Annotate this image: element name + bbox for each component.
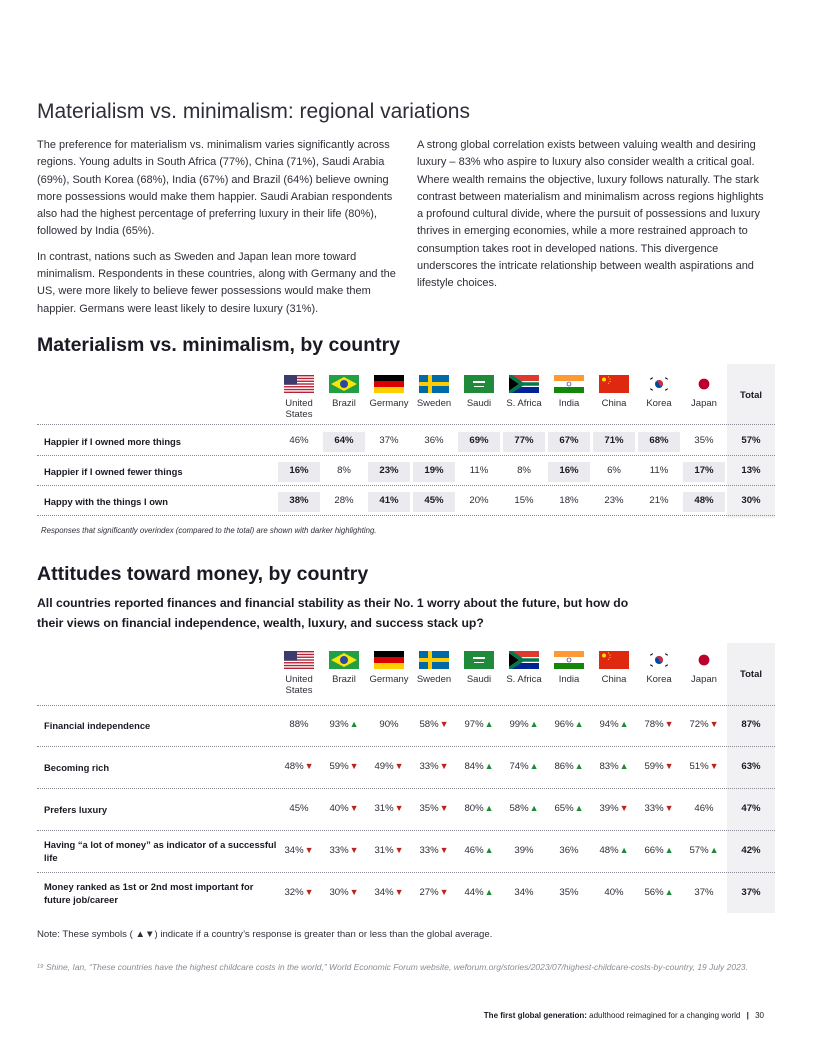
us-flag-icon bbox=[284, 651, 314, 669]
country-name: Germany bbox=[369, 398, 409, 409]
value-text: 97% bbox=[464, 719, 484, 730]
value-cell bbox=[502, 719, 546, 730]
value-text: 80% bbox=[464, 803, 484, 814]
value-text: 34% bbox=[374, 887, 394, 898]
value-cell: 21% bbox=[649, 495, 669, 506]
intro-left-column bbox=[37, 137, 409, 326]
value-cell bbox=[547, 845, 591, 856]
total-cell: 37% bbox=[741, 887, 761, 898]
arrow-down-icon: ▼ bbox=[439, 803, 449, 813]
value-cell: 8% bbox=[517, 465, 531, 476]
value-text: 99% bbox=[509, 719, 529, 730]
value-cell: 38% bbox=[289, 495, 309, 506]
value-cell: 18% bbox=[559, 495, 579, 506]
arrow-up-icon: ▲ bbox=[349, 719, 359, 729]
value-text: 46% bbox=[464, 845, 484, 856]
value-cell bbox=[412, 845, 456, 856]
value-text: 35% bbox=[559, 887, 579, 898]
arrow-up-icon: ▲ bbox=[529, 803, 539, 813]
brazil-flag-icon bbox=[329, 651, 359, 669]
country-name: Sweden bbox=[416, 674, 452, 685]
value-text: 33% bbox=[419, 761, 439, 772]
value-text: 34% bbox=[284, 845, 304, 856]
value-cell: 17% bbox=[694, 465, 714, 476]
value-cell: 36% bbox=[424, 435, 444, 446]
value-cell: 67% bbox=[559, 435, 579, 446]
value-cell bbox=[322, 887, 366, 898]
row-label: Money ranked as 1st or 2nd most important for future job/career bbox=[44, 881, 254, 905]
sweden-flag-icon bbox=[419, 651, 449, 669]
row-label: Becoming rich bbox=[44, 762, 110, 773]
arrow-up-icon: ▲ bbox=[484, 761, 494, 771]
arrow-down-icon: ▼ bbox=[439, 719, 449, 729]
india-flag-icon bbox=[554, 651, 584, 669]
country-name: Sweden bbox=[416, 398, 452, 409]
japan-flag-icon bbox=[689, 375, 719, 393]
row-label: Happier if I owned more things bbox=[44, 436, 181, 447]
value-text: 86% bbox=[554, 761, 574, 772]
value-cell bbox=[502, 887, 546, 898]
total-cell: 57% bbox=[741, 435, 761, 446]
value-cell bbox=[592, 719, 636, 730]
value-cell bbox=[637, 761, 681, 772]
arrow-up-icon: ▲ bbox=[664, 887, 674, 897]
value-cell bbox=[637, 845, 681, 856]
value-cell bbox=[682, 803, 726, 814]
row-divider bbox=[37, 455, 775, 456]
arrow-down-icon: ▼ bbox=[439, 845, 449, 855]
value-cell: 16% bbox=[289, 465, 309, 476]
arrow-up-icon: ▲ bbox=[484, 803, 494, 813]
value-text: 30% bbox=[329, 887, 349, 898]
value-text: 51% bbox=[689, 761, 709, 772]
value-text: 59% bbox=[329, 761, 349, 772]
value-cell: 46% bbox=[289, 435, 309, 446]
value-text: 49% bbox=[374, 761, 394, 772]
arrow-down-icon: ▼ bbox=[349, 887, 359, 897]
value-cell bbox=[502, 803, 546, 814]
value-text: 33% bbox=[644, 803, 664, 814]
total-header: Total bbox=[740, 669, 762, 680]
value-cell bbox=[592, 761, 636, 772]
value-cell bbox=[277, 803, 321, 814]
table2-title: Attitudes toward money, by country bbox=[37, 563, 369, 585]
value-text: 31% bbox=[374, 803, 394, 814]
page-title: Materialism vs. minimalism: regional variations bbox=[37, 100, 470, 123]
value-text: 36% bbox=[559, 845, 579, 856]
value-text: 48% bbox=[284, 761, 304, 772]
value-cell bbox=[457, 803, 501, 814]
value-cell: 69% bbox=[469, 435, 489, 446]
value-text: 66% bbox=[644, 845, 664, 856]
row-label: Prefers luxury bbox=[44, 804, 108, 815]
value-text: 58% bbox=[419, 719, 439, 730]
arrow-up-icon: ▲ bbox=[619, 845, 629, 855]
country-name: United States bbox=[285, 398, 313, 420]
arrow-up-icon: ▲ bbox=[664, 845, 674, 855]
value-cell bbox=[592, 887, 636, 898]
country-name: India bbox=[558, 398, 580, 409]
china-flag-icon bbox=[599, 375, 629, 393]
arrow-down-icon: ▼ bbox=[664, 719, 674, 729]
arrow-up-icon: ▲ bbox=[574, 761, 584, 771]
value-text: 32% bbox=[284, 887, 304, 898]
country-name: S. Africa bbox=[506, 674, 542, 685]
country-name: Brazil bbox=[332, 398, 356, 409]
value-cell bbox=[637, 719, 681, 730]
country-name: S. Africa bbox=[506, 398, 542, 409]
value-text: 74% bbox=[509, 761, 529, 772]
row-divider bbox=[37, 746, 775, 747]
arrow-down-icon: ▼ bbox=[349, 761, 359, 771]
value-cell: 11% bbox=[649, 465, 669, 476]
table-divider bbox=[37, 424, 775, 425]
value-cell bbox=[547, 887, 591, 898]
country-name: Saudi bbox=[466, 398, 492, 409]
value-text: 58% bbox=[509, 803, 529, 814]
intro-paragraph: The preference for materialism vs. minimalism varies significantly across regions. Young adults in South Africa (77%), China (71%), Saudi Arabia (69%), South Korea (68%), India (67%) and Brazil (64%) believe owning more possessions would make them happier. Saudi Arabian respondents also had the highest percentage of preferring luxury in their life (80%), followed by India (65%). bbox=[37, 139, 393, 238]
arrow-down-icon: ▼ bbox=[664, 803, 674, 813]
country-name: United States bbox=[285, 674, 313, 696]
arrow-down-icon: ▼ bbox=[394, 761, 404, 771]
value-cell bbox=[592, 845, 636, 856]
value-cell bbox=[412, 761, 456, 772]
japan-flag-icon bbox=[689, 651, 719, 669]
arrow-down-icon: ▼ bbox=[709, 719, 719, 729]
arrow-down-icon: ▼ bbox=[394, 803, 404, 813]
country-name: China bbox=[601, 398, 627, 409]
value-cell bbox=[412, 803, 456, 814]
arrow-down-icon: ▼ bbox=[664, 761, 674, 771]
total-header: Total bbox=[740, 390, 762, 401]
value-cell bbox=[682, 845, 726, 856]
value-text: 33% bbox=[419, 845, 439, 856]
arrow-up-icon: ▲ bbox=[574, 719, 584, 729]
value-cell: 71% bbox=[604, 435, 624, 446]
value-text: 39% bbox=[599, 803, 619, 814]
value-cell bbox=[502, 845, 546, 856]
row-divider bbox=[37, 788, 775, 789]
brazil-flag-icon bbox=[329, 375, 359, 393]
value-text: 93% bbox=[329, 719, 349, 730]
total-cell: 63% bbox=[741, 761, 761, 772]
intro-paragraph: In contrast, nations such as Sweden and Japan lean more toward minimalism. Respondents in these countries, along with Germany and the US, were more likely to believe fewer possessions would make them happier. Germans were least likely to desire luxury (31%). bbox=[37, 250, 396, 315]
value-text: 35% bbox=[419, 803, 439, 814]
arrow-down-icon: ▼ bbox=[619, 803, 629, 813]
row-divider bbox=[37, 515, 775, 516]
value-cell bbox=[367, 719, 411, 730]
country-name: Korea bbox=[646, 398, 672, 409]
arrow-down-icon: ▼ bbox=[439, 761, 449, 771]
total-cell: 42% bbox=[741, 845, 761, 856]
arrow-up-icon: ▲ bbox=[574, 803, 584, 813]
value-text: 88% bbox=[289, 719, 309, 730]
row-label: Happy with the things I own bbox=[44, 496, 168, 507]
page-footer bbox=[484, 1011, 764, 1020]
arrow-up-icon: ▲ bbox=[484, 887, 494, 897]
india-flag-icon bbox=[554, 375, 584, 393]
value-cell bbox=[277, 887, 321, 898]
intro-right-column bbox=[417, 137, 769, 301]
value-text: 59% bbox=[644, 761, 664, 772]
value-cell bbox=[322, 761, 366, 772]
value-cell: 77% bbox=[514, 435, 534, 446]
value-cell bbox=[367, 803, 411, 814]
table1-note: Responses that significantly overindex (compared to the total) are shown with darker highlighting. bbox=[41, 526, 377, 535]
row-divider bbox=[37, 485, 775, 486]
value-cell: 48% bbox=[694, 495, 714, 506]
value-text: 44% bbox=[464, 887, 484, 898]
us-flag-icon bbox=[284, 375, 314, 393]
value-text: 65% bbox=[554, 803, 574, 814]
footer-subtitle: adulthood reimagined for a changing world bbox=[589, 1011, 741, 1020]
value-cell bbox=[412, 719, 456, 730]
value-cell bbox=[682, 887, 726, 898]
arrow-up-icon: ▲ bbox=[529, 761, 539, 771]
value-cell bbox=[637, 887, 681, 898]
value-text: 39% bbox=[514, 845, 534, 856]
value-cell bbox=[457, 761, 501, 772]
value-text: 94% bbox=[599, 719, 619, 730]
value-cell bbox=[322, 803, 366, 814]
value-cell: 37% bbox=[379, 435, 399, 446]
value-cell bbox=[457, 845, 501, 856]
value-cell bbox=[457, 887, 501, 898]
arrow-down-icon: ▼ bbox=[709, 761, 719, 771]
arrow-down-icon: ▼ bbox=[349, 845, 359, 855]
value-text: 46% bbox=[694, 803, 714, 814]
arrow-up-icon: ▲ bbox=[529, 719, 539, 729]
germany-flag-icon bbox=[374, 651, 404, 669]
value-cell bbox=[277, 845, 321, 856]
value-text: 96% bbox=[554, 719, 574, 730]
row-divider bbox=[37, 830, 775, 831]
value-cell: 19% bbox=[424, 465, 444, 476]
country-name: Saudi bbox=[466, 674, 492, 685]
page-number: 30 bbox=[755, 1011, 764, 1020]
country-name: Germany bbox=[369, 674, 409, 685]
arrow-down-icon: ▼ bbox=[349, 803, 359, 813]
footer-title: The first global generation: bbox=[483, 1011, 587, 1020]
value-cell bbox=[547, 803, 591, 814]
value-cell bbox=[502, 761, 546, 772]
value-cell: 41% bbox=[379, 495, 399, 506]
value-cell bbox=[547, 719, 591, 730]
korea-flag-icon bbox=[644, 651, 674, 669]
row-divider bbox=[37, 872, 775, 873]
value-text: 84% bbox=[464, 761, 484, 772]
value-text: 33% bbox=[329, 845, 349, 856]
value-cell bbox=[412, 887, 456, 898]
arrow-down-icon: ▼ bbox=[304, 845, 314, 855]
value-text: 34% bbox=[514, 887, 534, 898]
value-cell bbox=[457, 719, 501, 730]
value-text: 27% bbox=[419, 887, 439, 898]
value-cell bbox=[367, 845, 411, 856]
value-text: 40% bbox=[329, 803, 349, 814]
value-cell bbox=[592, 803, 636, 814]
value-text: 45% bbox=[289, 803, 309, 814]
value-text: 31% bbox=[374, 845, 394, 856]
value-text: 48% bbox=[599, 845, 619, 856]
value-cell bbox=[682, 719, 726, 730]
value-cell bbox=[367, 761, 411, 772]
total-cell: 13% bbox=[741, 465, 761, 476]
value-cell bbox=[277, 719, 321, 730]
value-text: 83% bbox=[599, 761, 619, 772]
value-cell: 16% bbox=[559, 465, 579, 476]
country-name: Japan bbox=[691, 674, 717, 685]
value-text: 56% bbox=[644, 887, 664, 898]
value-text: 72% bbox=[689, 719, 709, 730]
arrow-up-icon: ▲ bbox=[709, 845, 719, 855]
value-cell bbox=[367, 887, 411, 898]
value-cell bbox=[547, 761, 591, 772]
total-cell: 47% bbox=[741, 803, 761, 814]
footer-separator: | bbox=[746, 1011, 749, 1020]
value-cell bbox=[322, 845, 366, 856]
table1-title: Materialism vs. minimalism, by country bbox=[37, 334, 401, 356]
footnote: ¹⁹ Shine, Ian, “These countries have the highest childcare costs in the world,” World Economic Forum website, weforum.org/stories/2023/07/highest-childcare-costs-by-country, 19 July 2023. bbox=[37, 962, 748, 972]
arrow-down-icon: ▼ bbox=[304, 761, 314, 771]
total-cell: 87% bbox=[741, 719, 761, 730]
germany-flag-icon bbox=[374, 375, 404, 393]
value-cell bbox=[277, 761, 321, 772]
saudi-flag-icon bbox=[464, 375, 494, 393]
value-text: 90% bbox=[379, 719, 399, 730]
value-cell: 28% bbox=[334, 495, 354, 506]
arrow-down-icon: ▼ bbox=[439, 887, 449, 897]
country-name: Brazil bbox=[332, 674, 356, 685]
country-name: India bbox=[558, 674, 580, 685]
value-text: 40% bbox=[604, 887, 624, 898]
value-cell: 64% bbox=[334, 435, 354, 446]
value-text: 57% bbox=[689, 845, 709, 856]
value-cell: 11% bbox=[469, 465, 489, 476]
table2-subtitle: All countries reported finances and financial stability as their No. 1 worry about the future, but how do their views on financial independence, wealth, luxury, and success stack up? bbox=[37, 596, 629, 630]
arrow-down-icon: ▼ bbox=[394, 887, 404, 897]
row-label: Financial independence bbox=[44, 720, 151, 731]
country-name: Korea bbox=[646, 674, 672, 685]
south-africa-flag-icon bbox=[509, 651, 539, 669]
arrow-down-icon: ▼ bbox=[394, 845, 404, 855]
value-cell: 23% bbox=[604, 495, 624, 506]
korea-flag-icon bbox=[644, 375, 674, 393]
arrow-up-icon: ▲ bbox=[619, 761, 629, 771]
value-cell: 45% bbox=[424, 495, 444, 506]
arrow-up-icon: ▲ bbox=[484, 719, 494, 729]
value-cell: 8% bbox=[337, 465, 351, 476]
value-cell bbox=[682, 761, 726, 772]
table2-note: Note: These symbols ( ▲▼) indicate if a country’s response is greater than or less than the global average. bbox=[37, 929, 493, 940]
value-cell bbox=[637, 803, 681, 814]
country-name: Japan bbox=[691, 398, 717, 409]
value-text: 78% bbox=[644, 719, 664, 730]
row-label: Having “a lot of money” as indicator of a successful life bbox=[44, 839, 277, 863]
value-cell: 35% bbox=[694, 435, 714, 446]
intro-paragraph: A strong global correlation exists between valuing wealth and desiring luxury – 83% who aspire to luxury also consider wealth a critical goal. Where wealth remains the objective, luxury follows naturally. The stark contrast between materialism and minimalism across regions highlights a profound cultural divide, where the pursuit of possessions and luxury thrives in emerging economies, while a more restrained approach to consumption takes root in developed nations. This divergence underscores the intricate relationship between wealth aspirations and lifestyle choices. bbox=[417, 139, 764, 290]
value-cell: 6% bbox=[607, 465, 621, 476]
value-cell bbox=[322, 719, 366, 730]
china-flag-icon bbox=[599, 651, 629, 669]
value-cell: 15% bbox=[514, 495, 534, 506]
row-label: Happier if I owned fewer things bbox=[44, 466, 183, 477]
table-divider bbox=[37, 705, 775, 706]
south-africa-flag-icon bbox=[509, 375, 539, 393]
sweden-flag-icon bbox=[419, 375, 449, 393]
saudi-flag-icon bbox=[464, 651, 494, 669]
arrow-up-icon: ▲ bbox=[619, 719, 629, 729]
arrow-down-icon: ▼ bbox=[304, 887, 314, 897]
value-cell: 20% bbox=[469, 495, 489, 506]
country-name: China bbox=[601, 674, 627, 685]
total-cell: 30% bbox=[741, 495, 761, 506]
value-text: 37% bbox=[694, 887, 714, 898]
arrow-up-icon: ▲ bbox=[484, 845, 494, 855]
value-cell: 23% bbox=[379, 465, 399, 476]
value-cell: 68% bbox=[649, 435, 669, 446]
